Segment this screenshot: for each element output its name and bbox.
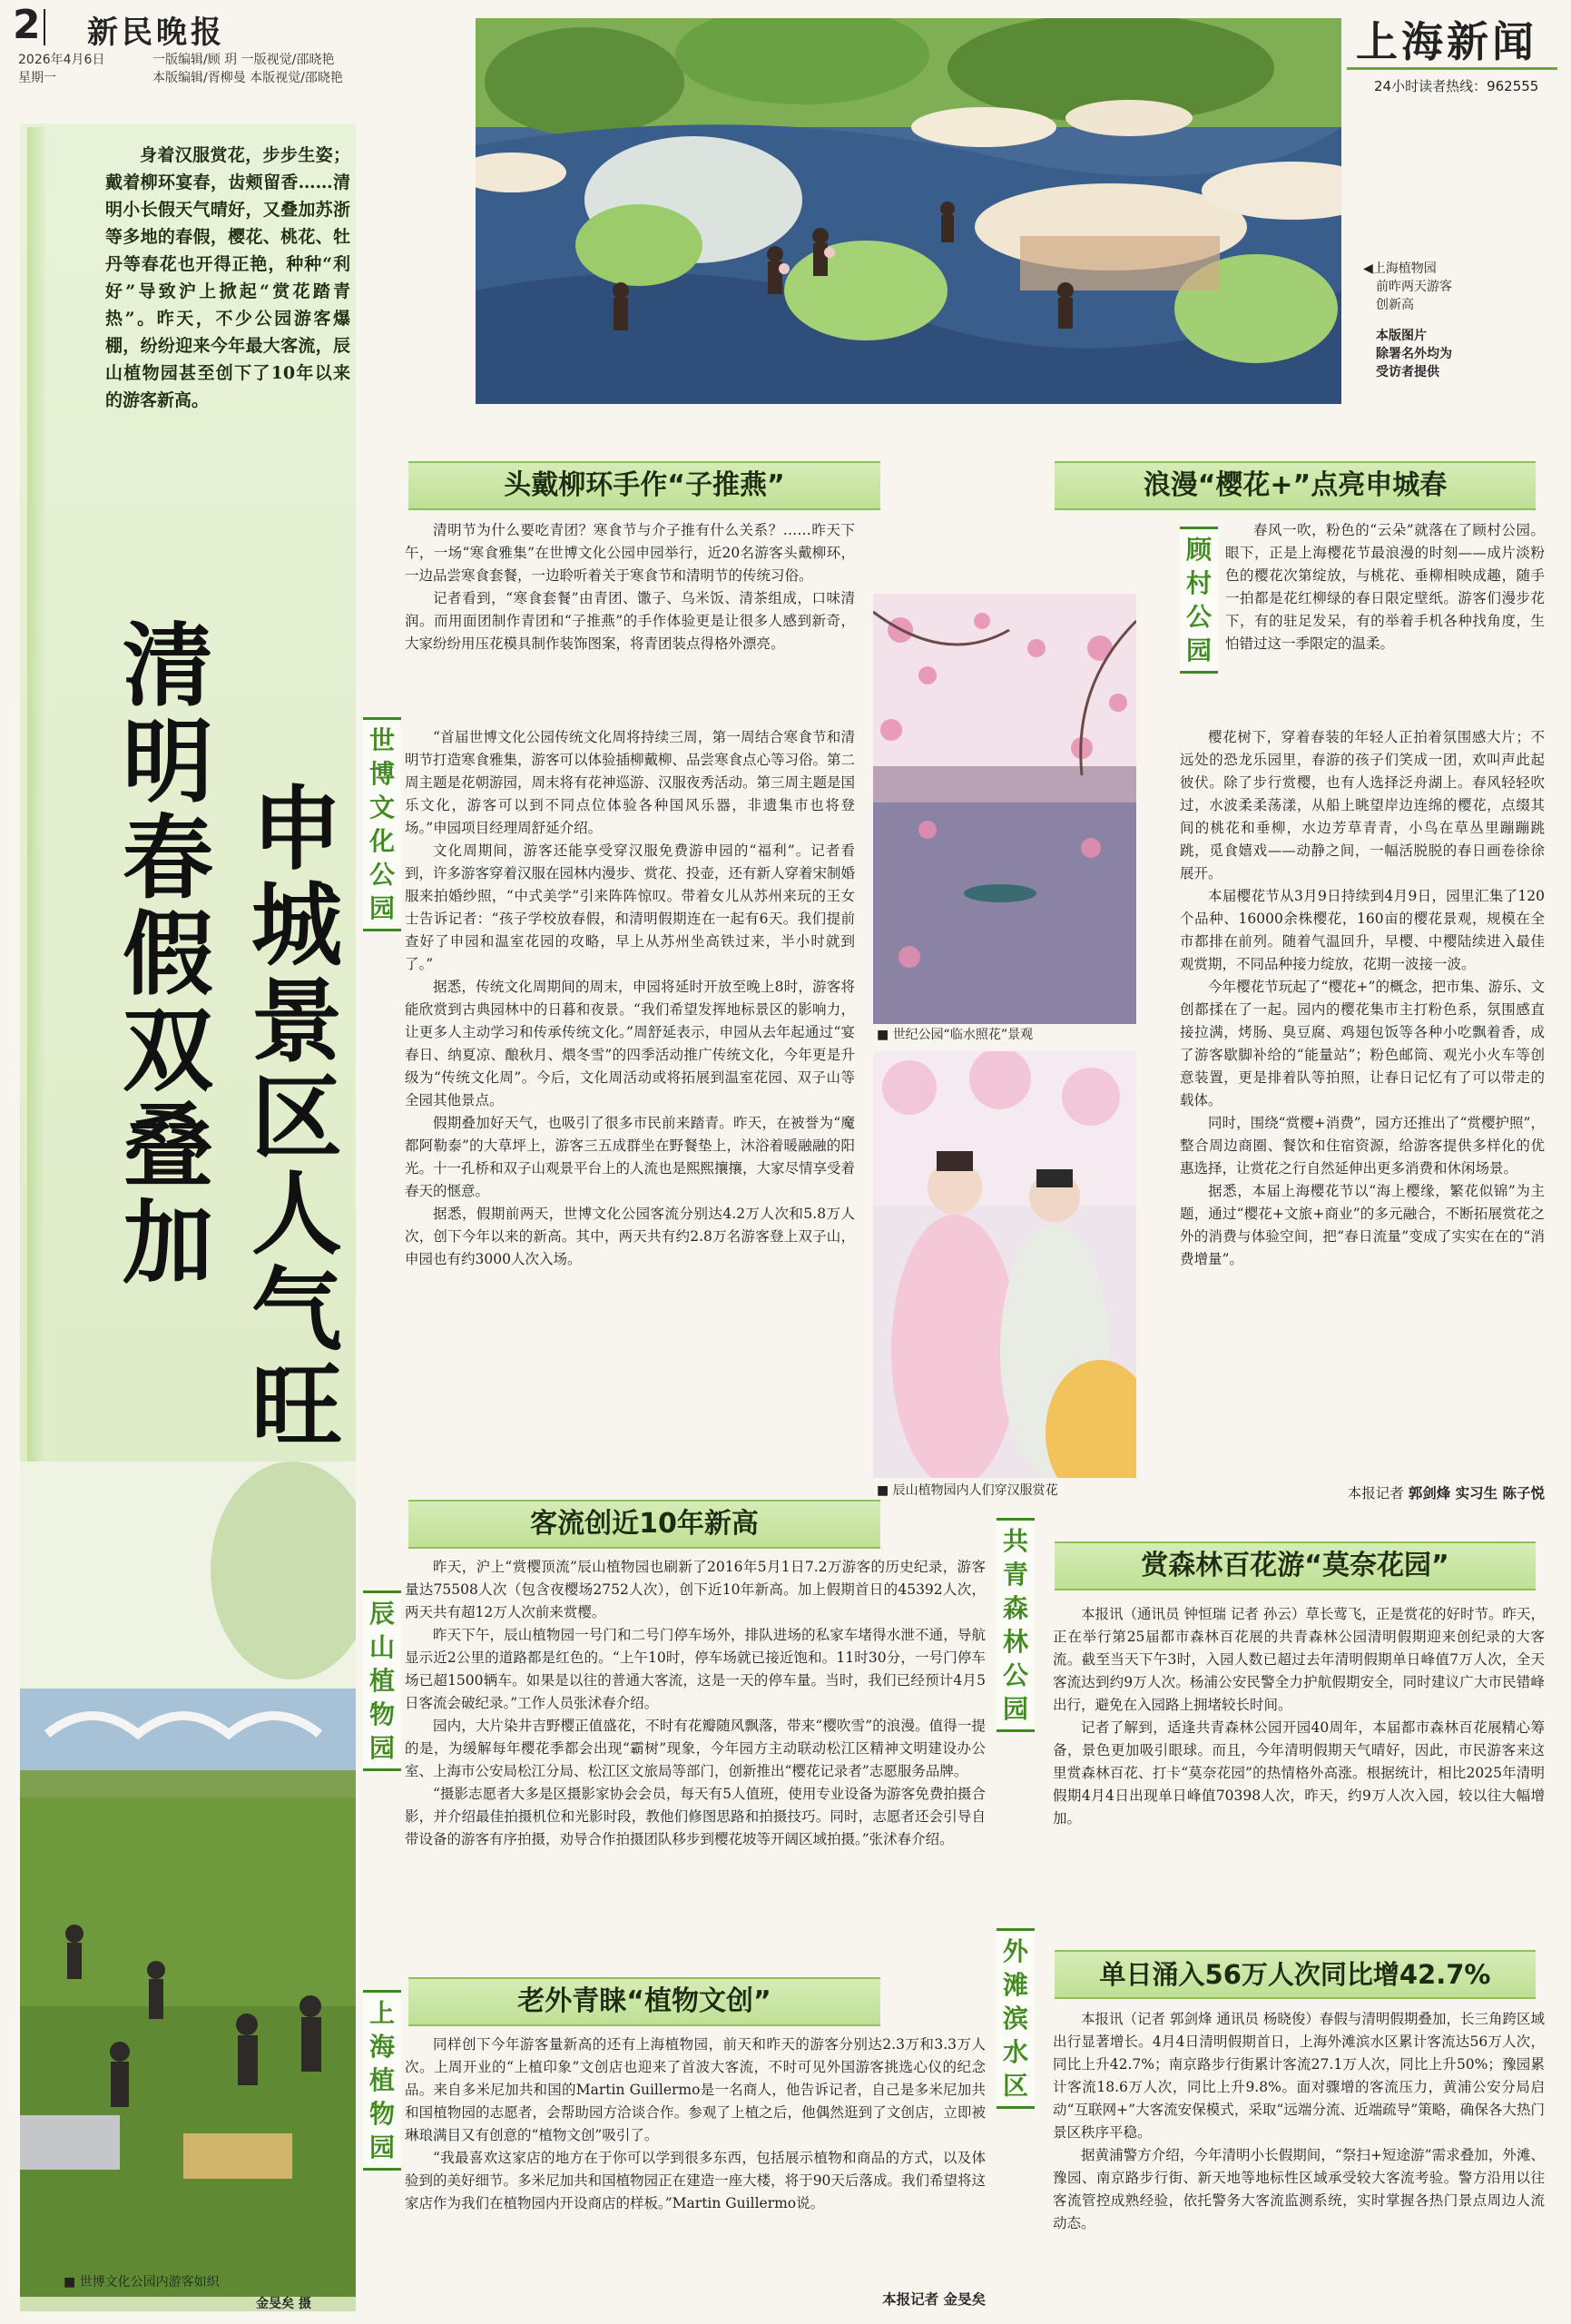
gucun-location-label: 顾村公园 (1180, 527, 1218, 674)
gongqing-location-label: 共青森林公园 (997, 1518, 1035, 1732)
chenshan-para-4: “摄影志愿者大多是区摄影家协会会员，每天有5人值班，使用专业设备为游客免费拍摄合影，并介绍最佳拍摄机位和光影时段，教他们修图思路和拍摄技巧。同时，志愿者还会引导自带设备的游客有序拍摄，劝导合作拍摄团队移步到樱花坡等开阔区域拍摄。”张沭春介绍。 (405, 1786, 986, 1847)
top-caption-line-1: ◀上海植物园 (1363, 261, 1437, 276)
gucun-para-1: 春风一吹，粉色的“云朵”就落在了顾村公园。眼下，正是上海樱花节最浪漫的时刻——成片淡粉色的樱花次第绽放，与桃花、垂柳相映成趣，随手一拍都是花红柳绿的春日限定壁纸。游客们漫步花下，有的驻足发呆，有的举着手机各种找角度，生怕错过这一季限定的温柔。 (1225, 522, 1545, 652)
shibo-para-6: 假期叠加好天气，也吸引了很多市民前来踏青。昨天，在被誉为“魔都阿勒泰”的大草坪上，游客三五成群坐在野餐垫上，沐浴着暖融融的阳光。十一孔桥和双子山观景平台上的人流也是熙熙攘攘，大家尽情享受着春天的惬意。 (405, 1115, 856, 1199)
shbotanical-body (405, 2034, 986, 2215)
gucun-para-3: 本届樱花节从3月9日持续到4月9日，园里汇集了120个品种、16000余株樱花，160亩的樱花景观，规模在全市都排在前列。随着气温回升，早樱、中樱陆续进入最佳观赏期，不同品种接力绽放，花期一波接一波。 (1180, 888, 1545, 972)
headline-line-2: 申城景区人气旺 (236, 781, 342, 1454)
shibo-location-label: 世博文化公园 (363, 717, 401, 931)
gongqing-para-1: 本报讯（通讯员 钟恒瑞 记者 孙云）草长莺飞，正是赏花的好时节。昨天，正在举行第25届都市森林百花展的共青森林公园清明假期迎来创纪录的大客流。截至当天下午3时，入园人数已超过去年清明假期单日峰值7万人次，全天客流达到约9万人次。杨浦公安民警全力护航假期安全，同时建议广大市民错峰出行，避免在入园路上拥堵较长时间。 (1053, 1606, 1545, 1713)
photo-credit-line-3: 受访者提供 (1376, 365, 1439, 379)
gucun-para-5: 同时，围绕“赏樱+消费”，园方还推出了“赏樱护照”，整合周边商圈、餐饮和住宿资源，给游客提供多样化的优惠选择，让赏花之行自然延伸出更多消费和休闲场景。 (1180, 1115, 1545, 1177)
editor-line-1: 一版编辑/顾 玥 一版视觉/邵晓艳 (152, 53, 335, 67)
chenshan-title: 客流创近10年新高 (408, 1500, 880, 1549)
chenshan-para-3: 园内，大片染井吉野樱正值盛花，不时有花瓣随风飘落，带来“樱吹雪”的浪漫。值得一提的是，为缓解每年樱花季都会出现“霸树”现象，今年园方主动联动松江区精神文明建设办公室、上海市公安局松江分局、松江区文旅局等部门，创新推出“樱花记录者”志愿服务品牌。 (405, 1718, 986, 1779)
top-caption-line-3: 创新高 (1376, 298, 1414, 312)
gucun-byline (1180, 1482, 1545, 1505)
shibo-para-3: “首届世博文化公园传统文化周将持续三周，第一周结合寒食节和清明节打造寒食雅集，游客可以体验插柳戴柳、品尝寒食点心等习俗。第二周主题是花朝游园，周末将有花神巡游、汉服夜秀活动。第三周主题是国乐文化，游客可以到不同点位体验各种国风乐器，非遗集市也将登场。”申园项目经理周舒延介绍。 (405, 729, 856, 836)
park-lawn-illustration (20, 1462, 356, 2297)
hanfu-photo (873, 1051, 1136, 1478)
gucun-body-top (1225, 519, 1545, 655)
gucun-para-4: 今年樱花节玩起了“樱花+”的概念，把市集、游乐、文创都揉在了一起。园内的樱花集市主打粉色系，氛围感直接拉满，烤肠、臭豆腐、鸡翅包饭等各种小吃飘着香，成了游客歇脚补给的“能量站”；粉色邮筒、观光小火车等创意装置，更是排着队等拍照，让春日记忆有了可以带走的载体。 (1180, 979, 1545, 1108)
cherry-water-photo (873, 594, 1136, 1024)
cherry-blossom-lake-illustration (873, 594, 1136, 1024)
shibo-para-5: 据悉，传统文化周期间的周末，申园将延时开放至晚上8时，游客将能欣赏到古典园林中的日暮和夜景。“我们希望发挥地标景区的影响力，让更多人主动学习和传承传统文化。”周舒延表示，申园从去年起通过“宴春日、纳夏凉、酿秋月、煨冬雪”的四季活动推广传统文化，今年更是升级为“传统文化周”。今后，文化周活动或将拓展到温室花园、双子山等全园其他景点。 (405, 979, 855, 1108)
hanfu-visitors-illustration (873, 1051, 1136, 1478)
shibo-body-top (405, 519, 855, 655)
headline-line-1: 清明春假双叠加 (107, 617, 213, 1291)
photo-credit (1376, 327, 1452, 381)
gongqing-body (1053, 1603, 1545, 1830)
shibo-title: 头戴柳环手作“子推燕” (408, 461, 880, 510)
photo-credit-line-1: 本版图片 (1376, 329, 1427, 343)
waitan-para-2: 据黄浦警方介绍，今年清明小长假期间，“祭扫+短途游”需求叠加，外滩、豫园、南京路步行街、新天地等地标性区域承受较大客流考验。警方沿用以往客流管控成熟经验，依托警务大客流监测系统，实时掌握各热门景点周边人流动态。 (1053, 2147, 1545, 2231)
shibo-para-4: 文化周期间，游客还能享受穿汉服免费游申园的“福利”。记者看到，许多游客穿着汉服在园林内漫步、赏花、投壶，还有新人穿着宋制婚服来拍婚纱照，“中式美学”引来阵阵惊叹。带着女儿从苏州来玩的王女士告诉记者：“孩子学校放春假，和清明假期连在一起有6天。我们提前查好了申园和温室花园的攻略，早上从苏州坐高铁过来，半小时就到了。” (405, 842, 856, 972)
shibo-para-7: 据悉，假期前两天，世博文化公园客流分别达4.2万人次和5.8万人次，创下今年以来的新高。其中，两天共有约2.8万名游客登上双子山，申园也有约3000人次入场。 (405, 1206, 855, 1267)
gucun-byline-label: 本报记者 (1347, 1485, 1404, 1502)
waitan-title: 单日涌入56万人次同比增42.7% (1055, 1950, 1536, 1999)
botanical-garden-scene-illustration (476, 18, 1341, 404)
shbotanical-para-2: “我最喜欢这家店的地方在于你可以学到很多东西，包括展示植物和商品的方式，以及体验到的美好细节。多米尼加共和国植物园正在建造一座大楼，将于90天后落成。我们希望将这家店作为我们在植物园内开设商店的样板。”Martin Guillermo说。 (405, 2150, 986, 2211)
top-caption-line-2: 前昨两天游客 (1376, 280, 1452, 294)
header-rule (1347, 67, 1557, 70)
gucun-body-main (1180, 726, 1545, 1271)
left-photo (20, 1462, 356, 2297)
header-divider (44, 9, 45, 45)
chenshan-body (405, 1556, 986, 1851)
gongqing-title: 赏森林百花游“莫奈花园” (1055, 1541, 1536, 1590)
gucun-byline-names: 郭剑烽 实习生 陈子悦 (1408, 1484, 1545, 1502)
gucun-title: 浪漫“樱花+”点亮申城春 (1055, 461, 1536, 510)
issue-date: 2026年4月6日 (18, 53, 105, 67)
waitan-location-label: 外滩滨水区 (997, 1928, 1035, 2109)
left-photo-credit: 金旻矣 摄 (256, 2297, 311, 2311)
hanfu-caption: ■ 辰山植物园内人们穿汉服赏花 (877, 1483, 1058, 1498)
section-title: 上海新闻 (1356, 17, 1537, 66)
waitan-para-1: 本报讯（记者 郭剑烽 通讯员 杨晓俊）春假与清明假期叠加，长三角跨区域出行显著增长。4月4日清明假期首日，上海外滩滨水区累计客流达56万人次，同比上升42.7%；南京路步行街累计客流27.1万人次，同比上升50%；豫园累计客流18.6万人次，同比上升9.8%。面对骤增的客流压力，黄浦公安分局启动“互联网+”大客流安保模式，采取“远端分流、近端疏导”策略，确保各大热门景区秩序平稳。 (1053, 2011, 1545, 2141)
shbotanical-para-1: 同样创下今年游客量新高的还有上海植物园，前天和昨天的游客分别达2.3万和3.3万人次。上周开业的“上植印象”文创店也迎来了首波大客流，不时可见外国游客挑选心仪的纪念品。来自多米尼加共和国的Martin Guillermo是一名商人，他告诉记者，自己是多米尼加共和国植物园的志愿者，会帮助园方洽谈合作。参观了上植之后，他偶然逛到了文创店，立即被琳琅满目又有创意的“植物文创”吸引了。 (405, 2036, 986, 2143)
top-photo (476, 18, 1341, 404)
top-photo-caption (1363, 260, 1452, 314)
shbotanical-title: 老外青睐“植物文创” (408, 1977, 880, 2026)
chenshan-para-1: 昨天，沪上“赏樱顶流”辰山植物园也刷新了2016年5月1日7.2万游客的历史纪录，游客量达75508人次（包含夜樱场2752人次），创下近10年新高。加上假期首日的45392人次，两天共有超12万人次前来赏樱。 (405, 1559, 986, 1620)
page-number: 2 (13, 2, 41, 48)
chenshan-para-2: 昨天下午，辰山植物园一号门和二号门停车场外，排队进场的私家车堵得水泄不通，导航显示近2公里的道路都是红色的。“上午10时，停车场就已接近饱和。11时30分，一号门停车场已超1500辆车。如果是以往的普通大客流，这是一天的停车量。当时，我们已经预计4月5日客流会破纪录。”工作人员张沭春介绍。 (405, 1627, 986, 1711)
issue-weekday: 星期一 (18, 71, 56, 85)
shibo-body-main (405, 726, 855, 1271)
gucun-para-2: 樱花树下，穿着春装的年轻人正拍着氛围感大片；不远处的恐龙乐园里，春游的孩子们笑成一团，欢叫声此起彼伏。除了步行赏樱，也有人选择泛舟湖上。春风轻轻吹过，水波柔柔荡漾，从船上眺望岸边连绵的樱花，点缀其间的桃花和垂柳，水边芳草青青，小鸟在草丛里蹦蹦跳跳，觅食嬉戏——动静之间，一幅活脱脱的春日画卷徐徐展开。 (1180, 729, 1545, 881)
lead-paragraph: 身着汉服赏花，步步生姿；戴着柳环宴春，齿颊留香……清明小长假天气晴好，又叠加苏浙等多地的春假，樱花、桃花、牡丹等春花也开得正艳，种种“利好”导致沪上掀起“赏花踏青热”。昨天，不少公园游客爆棚，纷纷迎来今年最大客流，辰山植物园甚至创下了10年以来的游客新高。 (105, 145, 350, 410)
reader-hotline: 24小时读者热线：962555 (1374, 78, 1539, 94)
gucun-para-6: 据悉，本届上海樱花节以“海上樱缘，繁花似锦”为主题，通过“樱花+文旅+商业”的多元融合，不断拓展赏花之外的消费与体验空间，把“春日流量”变成了实实在在的“消费增量”。 (1180, 1183, 1545, 1267)
editor-line-2: 本版编辑/胥柳曼 本版视觉/邵晓艳 (152, 71, 343, 85)
photo-credit-line-2: 除署名外均为 (1376, 347, 1452, 361)
cherry-water-caption: ■ 世纪公园“临水照花”景观 (877, 1028, 1034, 1042)
left-photo-caption: ■ 世博文化公园内游客如织 (64, 2275, 220, 2290)
waitan-body (1053, 2008, 1545, 2235)
shibo-para-1: 清明节为什么要吃青团？寒食节与介子推有什么关系？……昨天下午，一场“寒食雅集”在世博文化公园申园举行，近20名游客头戴柳环，一边品尝寒食套餐，一边聆听着关于寒食节和清明节的传统习俗。 (405, 522, 855, 584)
shbotanical-byline: 本报记者 金旻矣 (882, 2290, 986, 2308)
shibo-para-2: 记者看到，“寒食套餐”由青团、馓子、乌米饭、清茶组成，口味清润。而用面团制作青团和“子推燕”的手作体验更是让很多人感到新奇，大家纷纷用压花模具制作装饰图案，将青团装点得格外漂亮。 (405, 590, 855, 652)
shbotanical-location-label: 上海植物园 (363, 1990, 401, 2171)
gongqing-para-2: 记者了解到，适逢共青森林公园开园40周年，本届都市森林百花展精心筹备，景色更加吸引眼球。而且，今年清明假期天气晴好，因此，市民游客来这里赏森林百花、打卡“莫奈花园”的热情格外高涨。根据统计，相比2025年清明假期4月4日出现单日峰值70398人次，昨天，约9万人次入园，较以往大幅增加。 (1053, 1719, 1545, 1827)
paper-name: 新民晚报 (87, 15, 225, 51)
chenshan-location-label: 辰山植物园 (363, 1590, 401, 1771)
